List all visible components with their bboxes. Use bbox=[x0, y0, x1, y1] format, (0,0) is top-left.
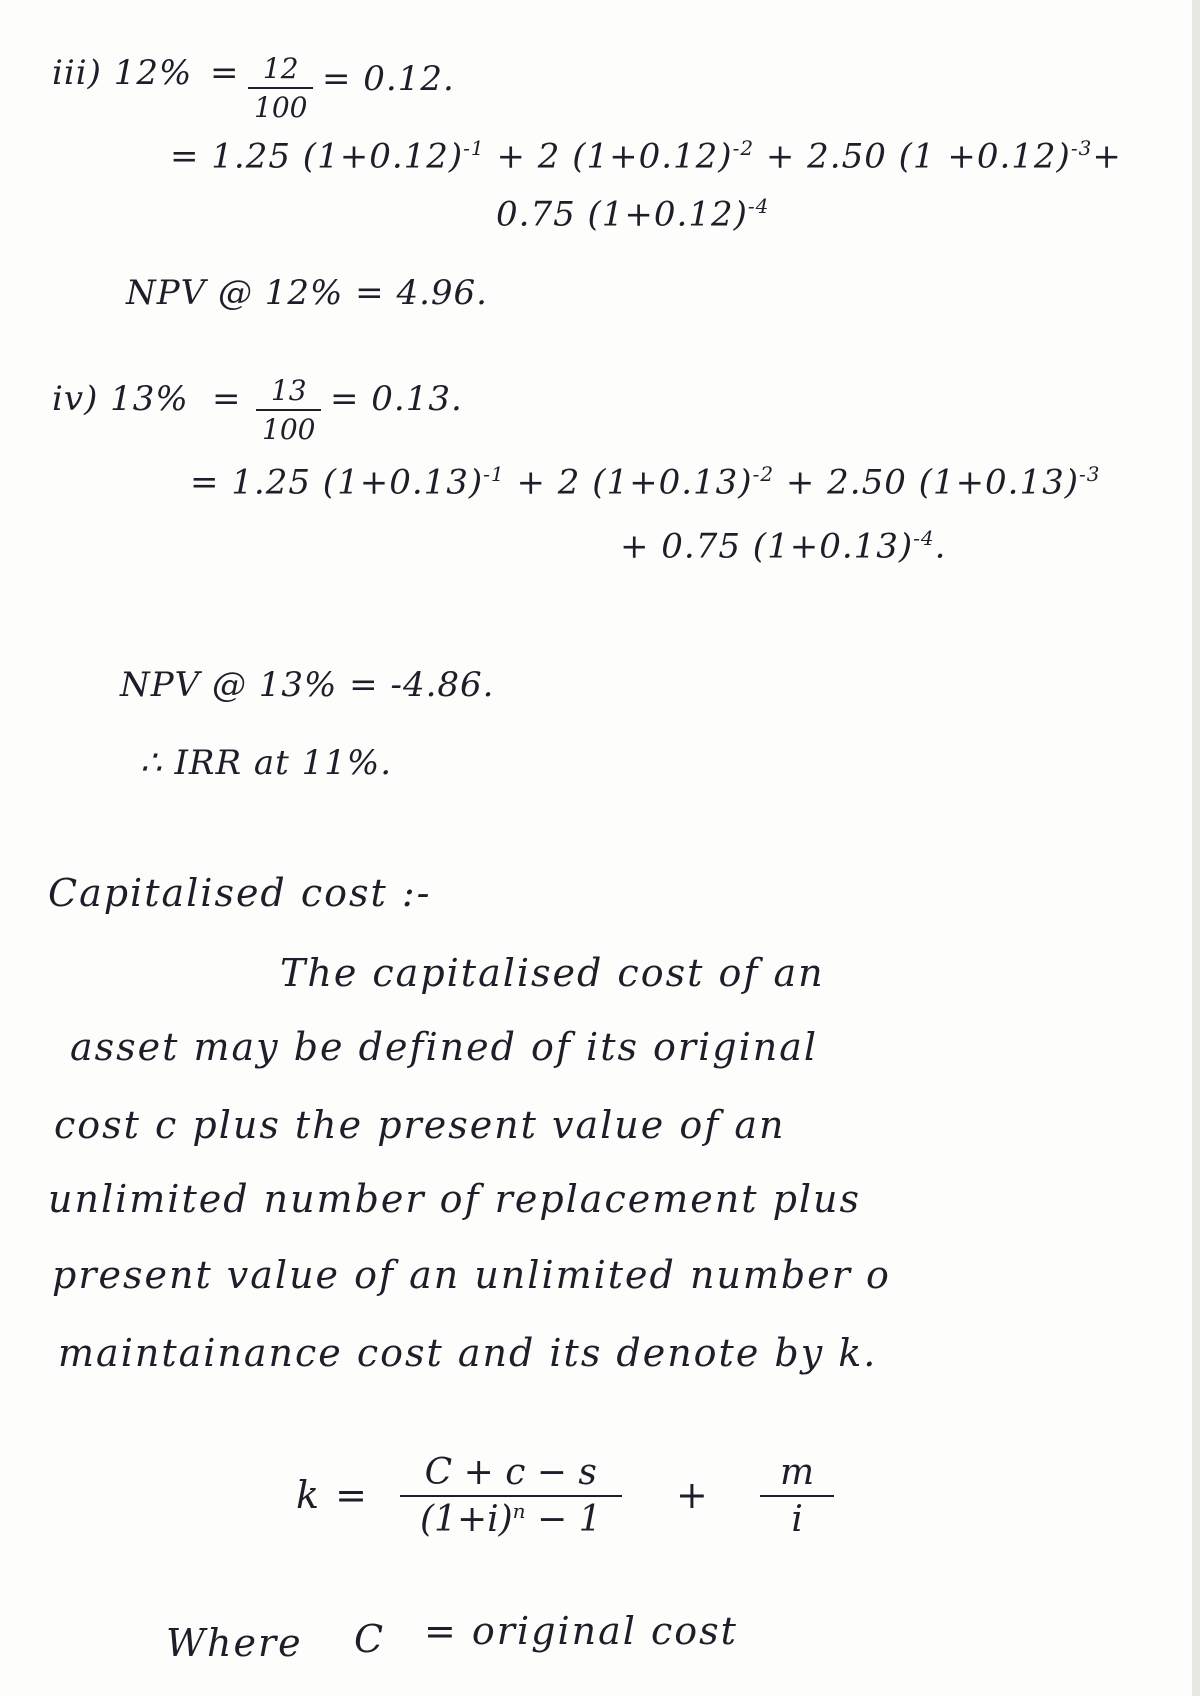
formula-denominator-base: (1+i) bbox=[420, 1499, 513, 1540]
part-iii-term-c: + 2.50 (1 +0.12) bbox=[765, 136, 1071, 177]
part-iii-plus-c: + bbox=[1092, 136, 1122, 177]
part-iv-label: iv) 13% bbox=[52, 379, 189, 419]
part-iv-term-b: + 2 (1+0.13) bbox=[516, 462, 753, 503]
capitalised-cost-heading: Capitalised cost :- bbox=[48, 871, 432, 915]
part-iv-exp-a: -1 bbox=[483, 462, 505, 486]
part-iii-term-b: + 2 (1+0.12) bbox=[496, 136, 733, 177]
part-iv-fraction-denominator: 100 bbox=[262, 413, 316, 446]
part-iv-exp-d: -4 bbox=[913, 526, 935, 550]
part-iv-term-c: + 2.50 (1+0.13) bbox=[785, 462, 1080, 503]
part-iii-exp-b: -2 bbox=[732, 136, 755, 160]
part-iii-npv: NPV @ 12% = 4.96. bbox=[126, 273, 488, 313]
where-definition: = original cost bbox=[424, 1609, 738, 1653]
capitalised-text-line-6: maintainance cost and its denote by k. bbox=[58, 1331, 878, 1375]
part-iv-exp-c: -3 bbox=[1079, 462, 1101, 486]
part-iv-fraction bbox=[256, 374, 321, 446]
part-iii-exp-d: -4 bbox=[747, 194, 770, 218]
formula-second-fraction bbox=[760, 1452, 834, 1540]
part-iv-term-a: = 1.25 (1+0.13) bbox=[190, 462, 484, 503]
formula-denominator bbox=[400, 1497, 622, 1540]
part-iii-exp-c: -3 bbox=[1070, 136, 1093, 160]
formula-denominator-tail: − 1 bbox=[525, 1499, 602, 1540]
formula-numerator: C + c − s bbox=[424, 1452, 597, 1493]
part-iii-term-d: 0.75 (1+0.12) bbox=[496, 194, 748, 235]
part-iii-equals: = bbox=[210, 53, 240, 93]
formula-main-fraction bbox=[400, 1452, 622, 1540]
page-edge bbox=[1192, 0, 1200, 1696]
capitalised-text-line-5: present value of an unlimited number o bbox=[52, 1253, 891, 1297]
part-iii-fraction-denominator: 100 bbox=[254, 91, 308, 124]
part-iii-exp-a: -1 bbox=[463, 136, 485, 160]
part-iii-fraction bbox=[248, 52, 313, 124]
part-iv-exp-b: -2 bbox=[752, 462, 775, 486]
part-iv-fraction-result: = 0.13. bbox=[330, 379, 463, 419]
part-iv-expression-line-2 bbox=[620, 526, 947, 567]
part-iii-fraction-result: = 0.12. bbox=[322, 59, 455, 99]
capitalised-text-line-2: asset may be defined of its original bbox=[70, 1025, 819, 1069]
part-iv-term-d: + 0.75 (1+0.13) bbox=[620, 526, 914, 567]
irr-conclusion: ∴ IRR at 11%. bbox=[140, 743, 392, 783]
part-iii-label: iii) 12% bbox=[52, 53, 193, 93]
part-iii-fraction-numerator: 12 bbox=[262, 52, 299, 85]
capitalised-text-line-1: The capitalised cost of an bbox=[280, 951, 825, 995]
part-iv-fraction-numerator: 13 bbox=[270, 374, 307, 407]
part-iii-expression-line-2 bbox=[496, 194, 770, 235]
formula-denominator-2: i bbox=[791, 1499, 803, 1540]
formula-denominator-exponent: n bbox=[512, 1499, 526, 1523]
formula-plus: + bbox=[676, 1473, 710, 1517]
part-iii-expression-line-1 bbox=[170, 136, 1122, 177]
capitalised-text-line-4: unlimited number of replacement plus bbox=[48, 1177, 862, 1221]
part-iv-end: . bbox=[934, 526, 947, 567]
part-iv-equals: = bbox=[212, 379, 242, 419]
part-iv-expression-line-1 bbox=[190, 462, 1101, 503]
where-variable: C bbox=[354, 1617, 386, 1661]
formula-lhs: k = bbox=[296, 1473, 369, 1517]
capitalised-text-line-3: cost c plus the present value of an bbox=[54, 1103, 786, 1147]
part-iv-npv: NPV @ 13% = -4.86. bbox=[120, 665, 495, 705]
formula-numerator-2: m bbox=[780, 1452, 815, 1493]
part-iii-term-a: = 1.25 (1+0.12) bbox=[170, 136, 464, 177]
where-label: Where bbox=[166, 1621, 303, 1665]
